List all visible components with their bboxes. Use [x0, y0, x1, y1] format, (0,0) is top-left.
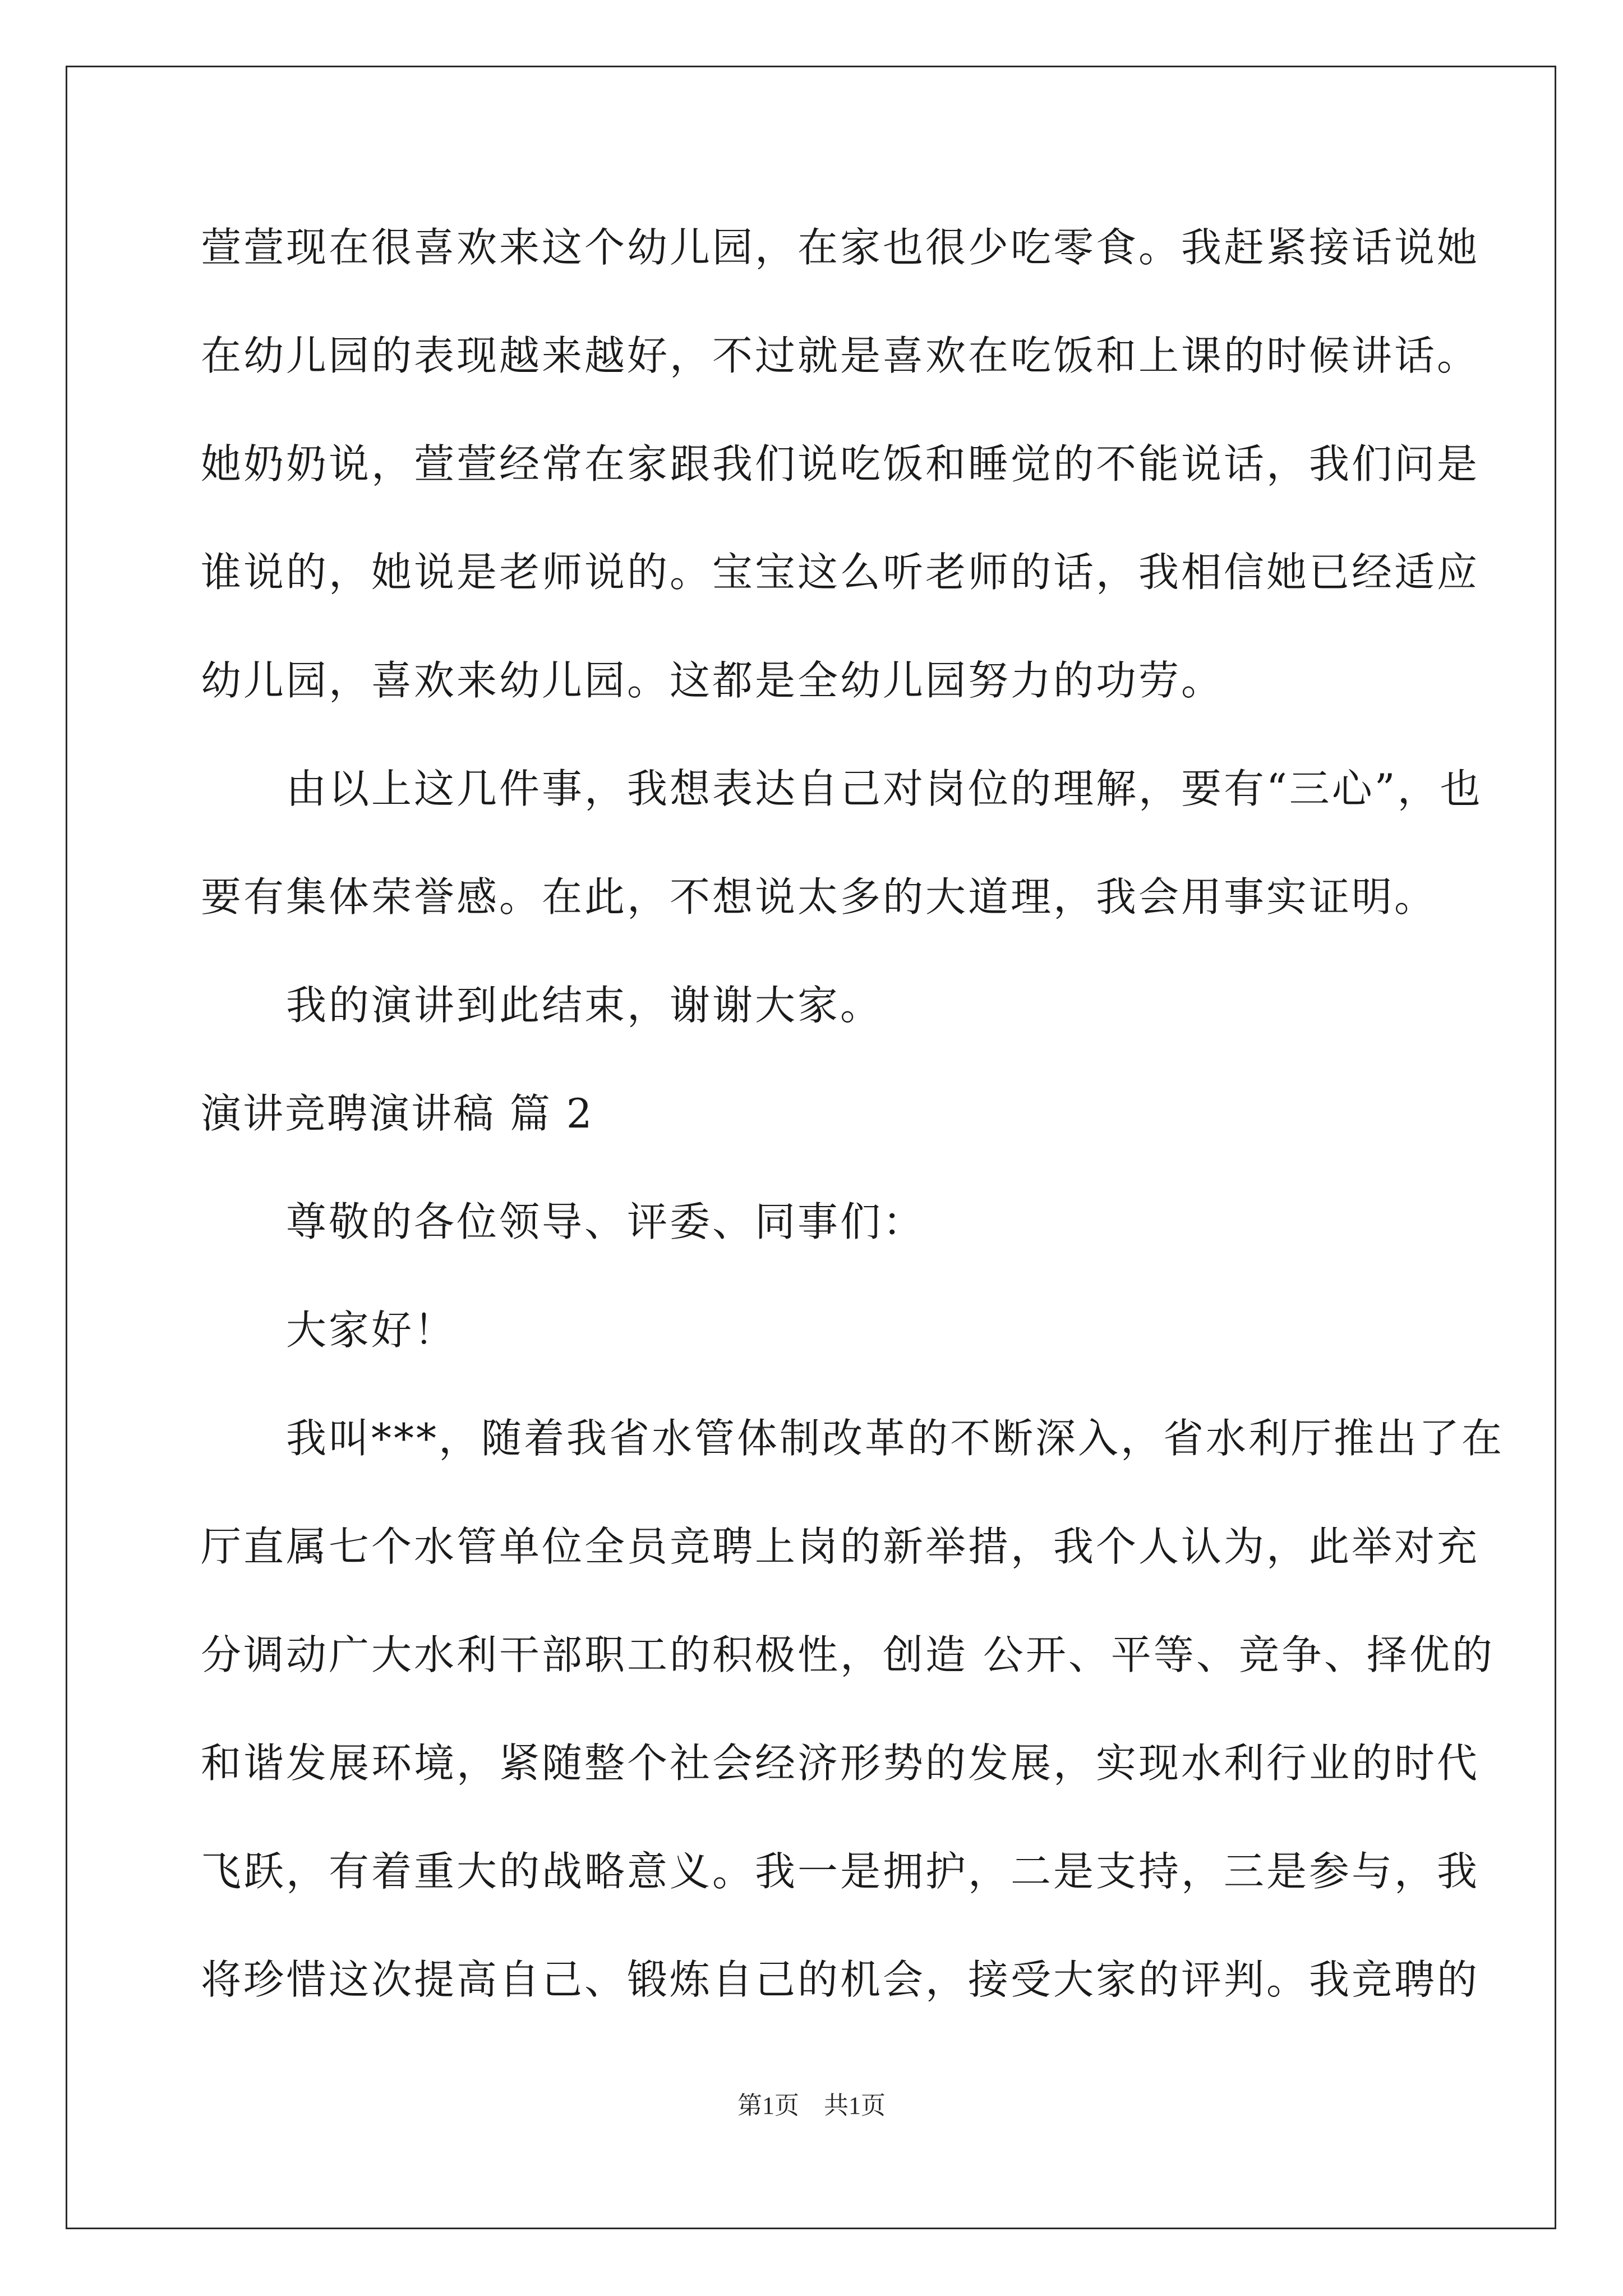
section-heading: 演讲竞聘演讲稿 篇 2: [201, 1090, 594, 1137]
document-body: [201, 205, 1505, 2046]
paragraph-line: 和谐发展环境，紧随整个社会经济形势的发展，实现水利行业的时代: [201, 1740, 1480, 1787]
paragraph-line: 她奶奶说，萱萱经常在家跟我们说吃饭和睡觉的不能说话，我们问是: [201, 440, 1480, 487]
paragraph-line: 厅直属七个水管单位全员竞聘上岗的新举措，我个人认为，此举对充: [201, 1523, 1480, 1570]
paragraph-line: 我叫***，随着我省水管体制改革的不断深入，省水利厅推出了在: [286, 1415, 1505, 1462]
page-footer: 第1页 共1页: [737, 2092, 886, 2119]
paragraph-line: 将珍惜这次提高自己、锻炼自己的机会，接受大家的评判。我竞聘的: [201, 1956, 1480, 2003]
paragraph-line: 萱萱现在很喜欢来这个幼儿园，在家也很少吃零食。我赶紧接话说她: [201, 224, 1480, 271]
paragraph-line: 要有集体荣誉感。在此，不想说太多的大道理，我会用事实证明。: [201, 873, 1437, 921]
paragraph-line: 谁说的，她说是老师说的。宝宝这么听老师的话，我相信她已经适应: [201, 549, 1480, 596]
paragraph-line: 飞跃，有着重大的战略意义。我一是拥护，二是支持，三是参与，我: [201, 1848, 1480, 1895]
paragraph-line: 我的演讲到此结束，谢谢大家。: [286, 982, 883, 1029]
paragraph-line: 幼儿园，喜欢来幼儿园。这都是全幼儿园努力的功劳。: [201, 657, 1224, 704]
paragraph-line: 由以上这几件事，我想表达自己对岗位的理解，要有“三心”，也: [286, 765, 1483, 812]
paragraph-line: 在幼儿园的表现越来越好，不过就是喜欢在吃饭和上课的时候讲话。: [201, 332, 1480, 379]
salutation: 尊敬的各位领导、评委、同事们：: [286, 1198, 926, 1245]
paragraph-line: 分调动广大水利干部职工的积极性，创造 公开、平等、竞争、择优的: [201, 1631, 1495, 1678]
greeting: 大家好！: [286, 1306, 457, 1354]
